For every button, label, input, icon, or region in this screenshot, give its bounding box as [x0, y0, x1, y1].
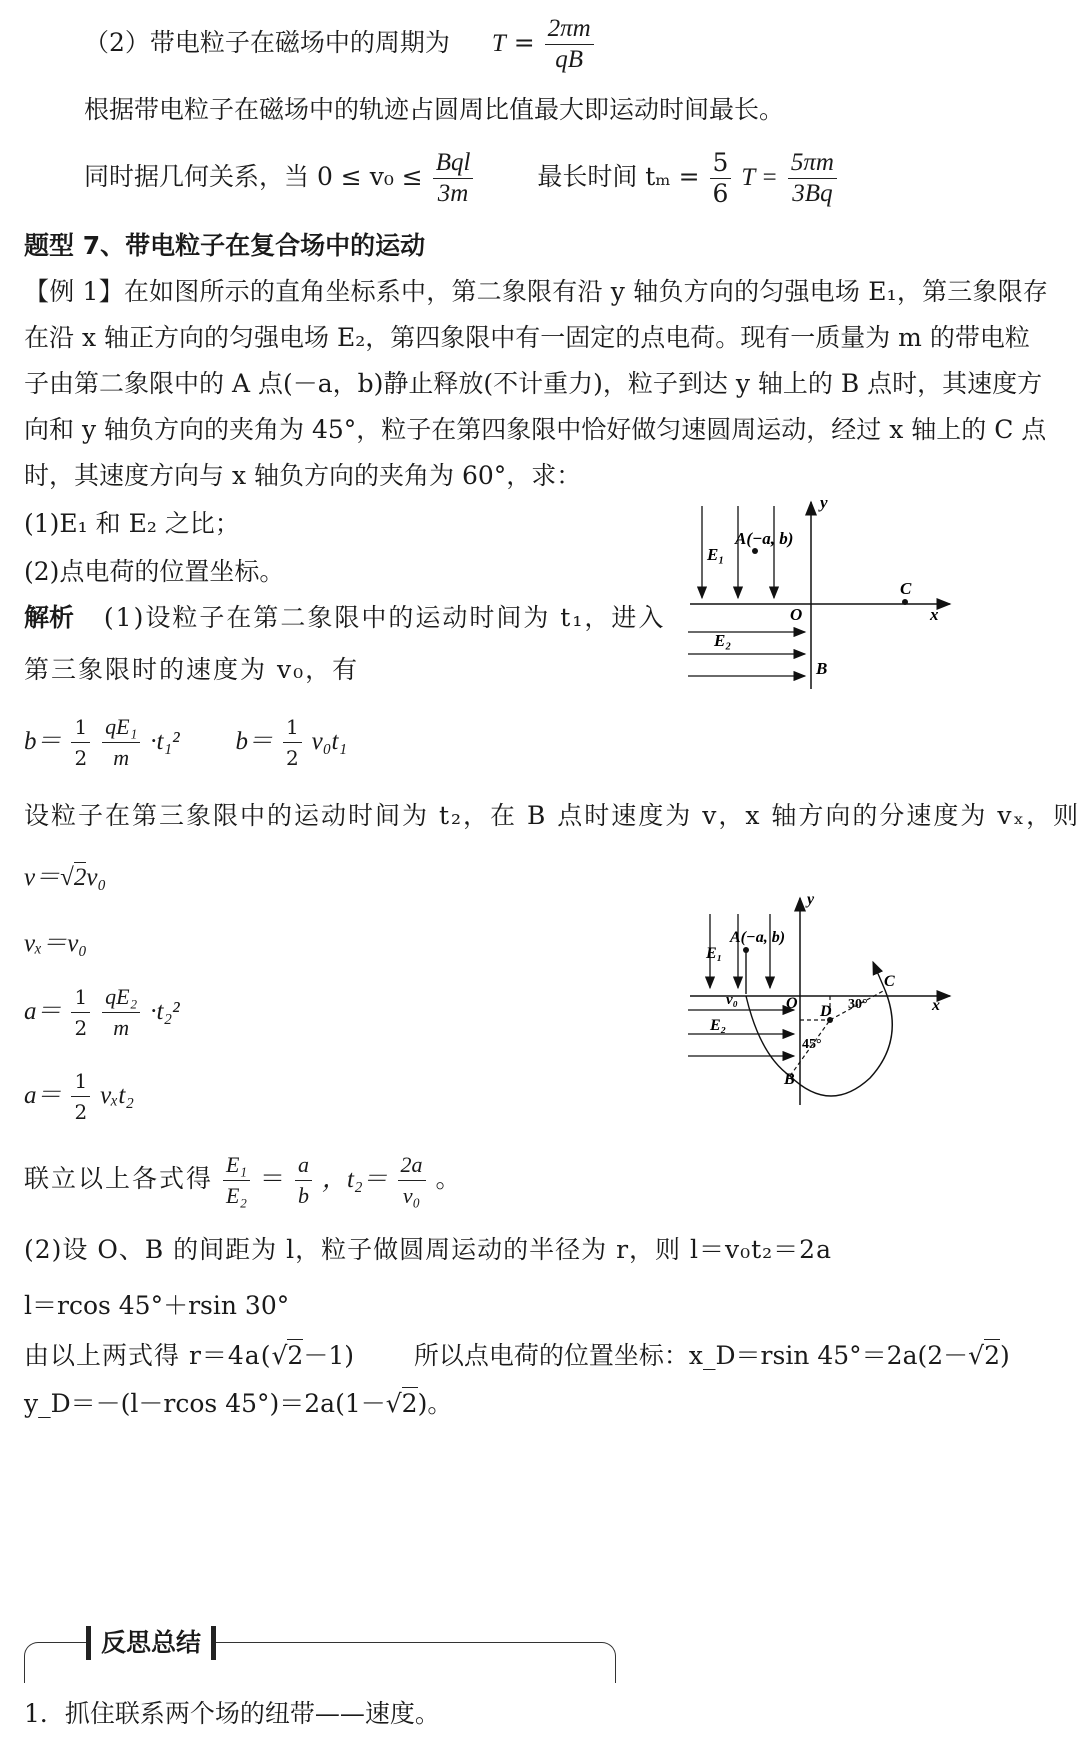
- eq3-lhs: v＝: [24, 864, 61, 891]
- section-title: 题型 7、带电粒子在复合场中的运动: [24, 231, 426, 260]
- fig1-label-a: A(−a, b): [735, 529, 794, 548]
- result-frac-e1e2-num: E₁: [223, 1150, 250, 1181]
- v0-max-fraction: [433, 148, 474, 209]
- tm-fraction-2-den: 3Bq: [792, 180, 833, 207]
- fig2-label-v0: v₀: [726, 992, 738, 1008]
- part2-line-2: l＝rcos 45°＋rsin 30°: [24, 1291, 290, 1320]
- solution-s1a: (1)设粒子在第二象限中的运动时间为 t₁，进入: [103, 603, 666, 632]
- trajectory-e2: [746, 996, 790, 1076]
- equation-1: [24, 712, 347, 773]
- prev-line3: [84, 148, 839, 209]
- fig2-label-y: y: [807, 891, 815, 908]
- eq6-frac-half-den: 2: [74, 1100, 88, 1124]
- solution-line-3: 设粒子在第三象限中的运动时间为 t₂，在 B 点时速度为 v，x 轴方向的分速度为 vₓ，则: [24, 801, 1080, 830]
- v0-max-den: 3m: [437, 180, 469, 207]
- tm-fraction-1: [710, 148, 732, 209]
- problem-line-1: 【例 1】在如图所示的直角坐标系中，第二象限有沿 y 轴负方向的匀强电场 E₁，第三象限存: [24, 277, 1049, 306]
- prev-line3-b: 最长时间 tₘ =: [537, 162, 700, 191]
- fig1-label-e1: E₁: [707, 545, 725, 564]
- result-mid: ，t₂＝: [321, 1166, 388, 1193]
- v0-max-num: Bql: [433, 148, 474, 179]
- fig1-label-x: x: [930, 605, 939, 624]
- equation-3: v＝√2v₀: [24, 864, 107, 891]
- result-prefix: 联立以上各式得: [24, 1164, 214, 1193]
- problem-line-2: 在沿 x 轴正方向的匀强电场 E₂，第四象限中有一固定的点电荷。现有一质量为 m 的带电粒: [24, 323, 1030, 352]
- part2-xd: 所以点电荷的位置坐标：x_D＝rsin 45°＝2a(2－: [413, 1341, 969, 1370]
- field-diagram-2: [680, 890, 980, 1120]
- eq3-tail: v₀: [86, 864, 107, 891]
- result-frac-t2: [398, 1150, 426, 1211]
- fig1-label-c: C: [900, 579, 912, 598]
- equation-4: vₓ＝v₀: [24, 930, 87, 957]
- eq2-frac-half: [283, 712, 302, 773]
- eq5-tail: ·t₂²: [150, 998, 180, 1025]
- tm-fraction-1-den: 6: [712, 179, 729, 208]
- result-equals: ＝: [260, 1164, 286, 1193]
- period-fraction-num: 2πm: [545, 14, 594, 45]
- eq6-frac-half: [71, 1066, 90, 1127]
- part2-line-1: (2)设 O、B 的间距为 l，粒子做圆周运动的半径为 r，则 l＝v₀t₂＝2a: [24, 1235, 832, 1264]
- problem-line-5: 时，其速度方向与 x 轴负方向的夹角为 60°，求：: [24, 461, 582, 490]
- part2-yd: y_D＝－(l－rcos 45°)＝2a(1－: [24, 1389, 386, 1418]
- fig1-label-e2: E₂: [714, 631, 732, 650]
- field-diagram-1: [680, 494, 980, 694]
- eq1-frac-qe1m-den: m: [113, 745, 130, 770]
- fig2-label-d: D: [820, 1003, 832, 1020]
- eq5-frac-qe2m-den: m: [113, 1015, 130, 1040]
- result-frac-e1e2-den: E₂: [225, 1183, 248, 1208]
- prev-line2: 根据带电粒子在磁场中的轨迹占圆周比值最大即运动时间最长。: [84, 95, 785, 124]
- result-frac-t2-num: 2a: [398, 1150, 426, 1181]
- eq6-lhs: a＝: [24, 1082, 62, 1109]
- eq5-lhs: a＝: [24, 998, 62, 1025]
- equals-sign: =: [513, 28, 535, 57]
- result-frac-e1e2: [223, 1150, 250, 1211]
- period-fraction: [545, 14, 594, 75]
- part2-xd-sqrt: 2: [984, 1341, 1000, 1370]
- tm-fraction-2: [788, 148, 837, 209]
- equation-5: [24, 982, 180, 1043]
- part2-r-pre: 由以上两式得 r＝4a(: [24, 1341, 272, 1370]
- summary-tag: 反思总结: [86, 1626, 216, 1660]
- eq5-frac-qe2m-num: qE₂: [102, 982, 140, 1013]
- summary-item-1: 1．抓住联系两个场的纽带——速度。: [24, 1699, 440, 1728]
- eq1-frac-qe1m-num: qE₁: [102, 712, 140, 743]
- result-line: [24, 1150, 461, 1211]
- part2-line-3: 由以上两式得 r＝4a(√2－1) 所以点电荷的位置坐标：x_D＝rsin 45°＝2a(2－√2): [24, 1341, 1010, 1370]
- prev-period-line: [84, 14, 596, 75]
- tm-fraction-1-num: 5: [710, 148, 732, 179]
- fig1-label-o: O: [790, 605, 803, 624]
- point-c: [902, 599, 908, 605]
- fig1-label-b: B: [816, 659, 828, 678]
- eq2-frac-half-den: 2: [285, 746, 299, 770]
- question-1: (1)E₁ 和 E₂ 之比；: [24, 509, 240, 538]
- eq2-lhs: b＝: [235, 728, 274, 755]
- equation-6: [24, 1066, 134, 1127]
- period-fraction-den: qB: [555, 46, 584, 73]
- solution-line-2: 第三象限时的速度为 v₀，有: [24, 655, 360, 684]
- point-a: [752, 548, 758, 554]
- eq5-frac-qe2m: [102, 982, 140, 1043]
- prev-period-label: （2）带电粒子在磁场中的周期为: [84, 28, 450, 57]
- part2-yd-end: )。: [417, 1389, 453, 1418]
- question-2: (2)点电荷的位置坐标。: [24, 557, 285, 586]
- part2-yd-sqrt: 2: [401, 1389, 418, 1418]
- problem-line-3: 子由第二象限中的 A 点(－a，b)静止释放(不计重力)，粒子到达 y 轴上的 B 点时，其速度方: [24, 369, 1043, 398]
- eq1-tail: ·t₁²: [150, 728, 180, 755]
- eq6-tail: vₓt₂: [100, 1082, 134, 1109]
- fig2-label-e1: E₁: [706, 945, 723, 962]
- point-a: [743, 947, 749, 953]
- period-symbol: T: [491, 30, 506, 57]
- result-frac-ab-den: b: [297, 1183, 309, 1208]
- fig2-label-45: 45°: [802, 1037, 822, 1052]
- solution-label: 解析: [24, 603, 75, 632]
- result-end: 。: [435, 1164, 461, 1193]
- part2-xd-end: ): [999, 1341, 1010, 1370]
- tm-fraction-2-num: 5πm: [788, 148, 837, 179]
- eq5-frac-half-num: 1: [71, 982, 90, 1013]
- eq2-tail: v₀t₁: [311, 728, 348, 755]
- part2-r-post: －1): [303, 1341, 354, 1370]
- prev-line3-c: T =: [741, 164, 778, 191]
- fig2-label-30: 30°: [848, 997, 868, 1012]
- result-frac-t2-den: v₀: [402, 1183, 421, 1208]
- eq5-frac-half: [71, 982, 90, 1043]
- part2-r-sqrt: 2: [287, 1341, 304, 1370]
- eq1-frac-half-num: 1: [71, 712, 90, 743]
- fig1-label-y: y: [820, 494, 828, 512]
- prev-line3-a: 同时据几何关系，当 0 ≤ v₀ ≤: [84, 162, 423, 191]
- eq1-lhs: b＝: [24, 728, 62, 755]
- eq2-frac-half-num: 1: [283, 712, 302, 743]
- fig2-label-o: O: [786, 995, 798, 1012]
- eq6-frac-half-num: 1: [71, 1066, 90, 1097]
- eq1-frac-qe1m: [102, 712, 140, 773]
- part2-line-4: y_D＝－(l－rcos 45°)＝2a(1－√2)。: [24, 1389, 453, 1418]
- fig2-label-x: x: [932, 997, 940, 1014]
- eq5-frac-half-den: 2: [74, 1016, 88, 1040]
- fig2-label-b: B: [784, 1071, 795, 1088]
- fig2-label-c: C: [884, 973, 895, 990]
- result-frac-ab: [295, 1150, 312, 1211]
- fig2-label-e2: E₂: [710, 1017, 727, 1034]
- solution-line-1: [24, 600, 665, 636]
- eq1-frac-half: [71, 712, 90, 773]
- eq3-sqrt: 2: [73, 864, 87, 891]
- problem-line-4: 向和 y 轴负方向的夹角为 45°，粒子在第四象限中恰好做匀速圆周运动，经过 x 轴上的 C 点: [24, 415, 1047, 444]
- fig2-label-a: A(−a, b): [730, 929, 786, 946]
- eq1-frac-half-den: 2: [74, 746, 88, 770]
- result-frac-ab-num: a: [295, 1150, 312, 1181]
